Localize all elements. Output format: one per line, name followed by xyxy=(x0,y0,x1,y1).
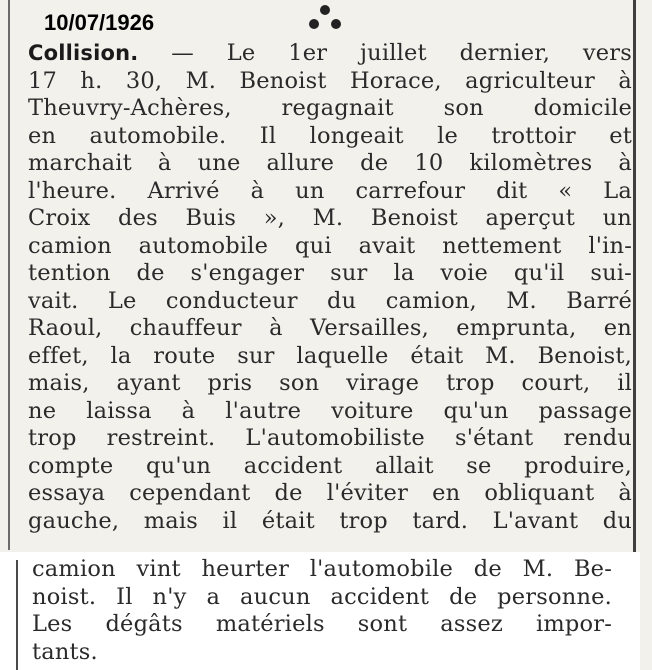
article-lead-word: Collision. xyxy=(28,41,139,65)
article-line: Raoul, chauffeur à Versailles, emprunta, en xyxy=(28,315,632,341)
article-line: Theuvry-Achères, regagnait son domicile xyxy=(28,95,632,121)
article-upper-column xyxy=(28,40,632,535)
article-line: camion vint heurter l'automobile de M. Be- xyxy=(32,556,612,582)
article-line: gauche, mais il était trop tard. L'avant du xyxy=(28,507,632,534)
article-line: essaya cependant de l'éviter en obliquant à xyxy=(28,480,632,506)
article-line: noist. Il n'y a aucun accident de personne. xyxy=(32,583,612,610)
article-line: Collision. — Le 1er juillet dernier, vers xyxy=(28,40,632,66)
article-line: 17 h. 30, M. Benoist Horace, agriculteur à xyxy=(28,67,632,94)
article-line: en automobile. Il longeait le trottoir et xyxy=(28,122,632,149)
article-line: Croix des Buis », M. Benoist aperçut un xyxy=(28,205,632,231)
article-line: tants. xyxy=(32,638,98,665)
article-line: l'heure. Arrivé à un carrefour dit « La xyxy=(28,177,632,204)
article-line: effet, la route sur laquelle était M. Benoist, xyxy=(28,342,632,369)
article-line: Les dégâts matériels sont assez impor- xyxy=(32,611,612,637)
article-lower-column xyxy=(32,556,612,666)
article-line: tention de s'engager sur la voie qu'il sui- xyxy=(28,260,632,286)
article-line: trop restreint. L'automobiliste s'étant rendu xyxy=(28,425,632,451)
article-line: ne laissa à l'autre voiture qu'un passage xyxy=(28,397,632,424)
article-line: camion automobile qui avait nettement l'in- xyxy=(28,232,632,259)
date-label: 10/07/1926 xyxy=(44,10,155,35)
article-line: compte qu'un accident allait se produire, xyxy=(28,452,632,479)
article-line: mais, ayant pris son virage trop court, il xyxy=(28,370,632,396)
lower-panel-left-edge xyxy=(16,560,18,670)
article-line: vait. Le conducteur du camion, M. Barré xyxy=(28,287,632,314)
article-line: marchait à une allure de 10 kilomètres à xyxy=(28,150,632,176)
asterism-icon xyxy=(300,2,350,34)
clipping-left-edge xyxy=(8,0,10,550)
